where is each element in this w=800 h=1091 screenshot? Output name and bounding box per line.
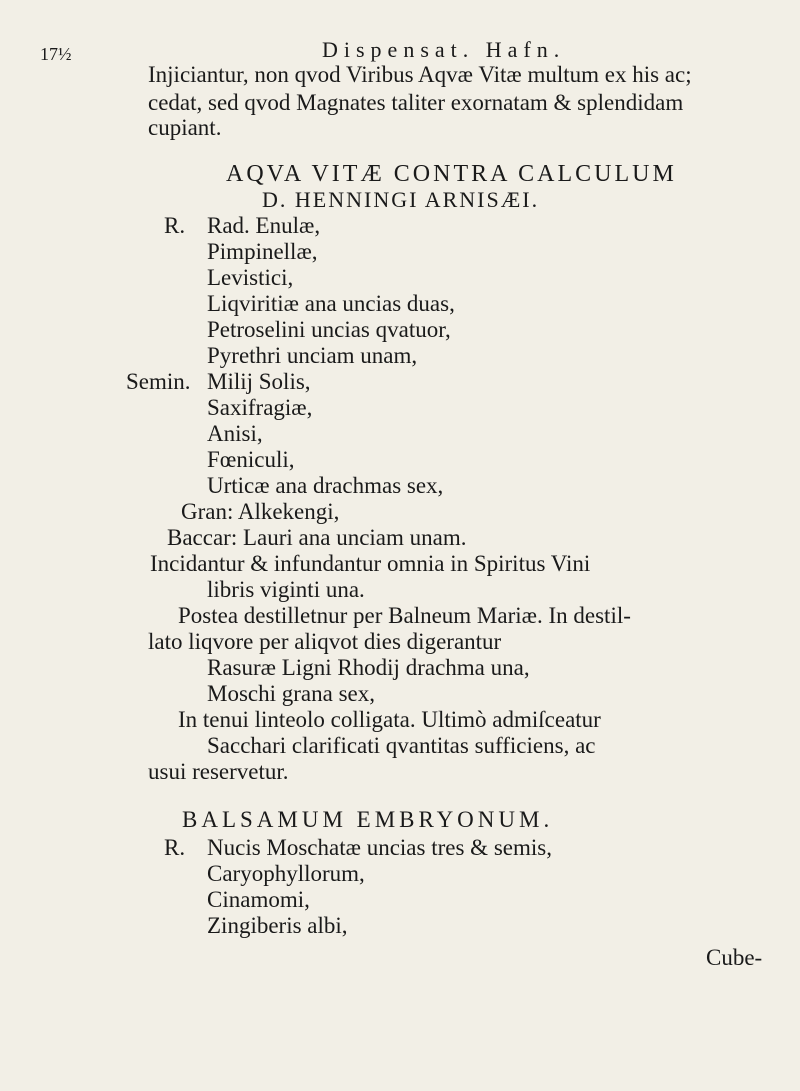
ingredient-line: Rasuræ Ligni Rhodij drachma una, (207, 655, 530, 680)
ingredient-line: Gran: Alkekengi, (181, 499, 340, 524)
page-number: 17½ (40, 44, 72, 64)
ingredient-line: Moschi grana sex, (207, 681, 375, 706)
recipe-mark: R. (164, 835, 186, 860)
intro-line: cedat, sed qvod Magnates taliter exornatam & splendidam (148, 90, 684, 115)
recipe-subtitle: D. HENNINGI ARNISÆI. (262, 187, 540, 212)
ingredient-line: Urticæ ana drachmas sex, (207, 473, 444, 498)
recipe-mark: R. (164, 213, 186, 238)
catchword: Cube- (706, 945, 763, 970)
ingredient-line: Anisi, (207, 421, 263, 446)
ingredient-line: Zingiberis albi, (207, 913, 348, 938)
ingredient-line: Pimpinellæ, (207, 239, 318, 264)
instruction-line: Incidantur & infundantur omnia in Spiritus Vini (150, 551, 591, 576)
running-title: Dispensat. Hafn. (322, 37, 566, 62)
ingredient-line: Levistici, (207, 265, 294, 290)
instruction-line: usui reservetur. (148, 759, 289, 784)
semin-label: Semin. (126, 369, 191, 394)
instruction-line: Postea destilletnur per Balneum Mariæ. In destil- (178, 603, 631, 628)
ingredient-line: Caryophyllorum, (207, 861, 365, 886)
recipe-title: BALSAMUM EMBRYONUM. (182, 807, 554, 832)
ingredient-line: Pyrethri unciam unam, (207, 343, 418, 368)
intro-line: Injiciantur, non qvod Viribus Aqvæ Vitæ multum ex his ac; (148, 62, 692, 87)
ingredient-line: Liqviritiæ ana uncias duas, (207, 291, 455, 316)
instruction-line: lato liqvore per aliqvot dies digerantur (148, 629, 502, 654)
instruction-line: Sacchari clarificati qvantitas sufficiens, ac (207, 733, 596, 758)
intro-line: cupiant. (148, 115, 222, 140)
ingredient-line: Saxifragiæ, (207, 395, 313, 420)
ingredient-line: Fœniculi, (207, 447, 295, 472)
ingredient-line: Petroselini uncias qvatuor, (207, 317, 451, 342)
ingredient-line: Milij Solis, (207, 369, 311, 394)
recipe-title: AQVA VITÆ CONTRA CALCULUM (226, 161, 677, 187)
ingredient-line: Nucis Moschatæ uncias tres & semis, (207, 835, 552, 860)
ingredient-line: Rad. Enulæ, (207, 213, 321, 238)
ingredient-line: Cinamomi, (207, 887, 310, 912)
instruction-line: libris viginti una. (207, 577, 365, 602)
ingredient-line: Baccar: Lauri ana unciam unam. (167, 525, 467, 550)
instruction-line: In tenui linteolo colligata. Ultimò admiſceatur (178, 707, 601, 732)
